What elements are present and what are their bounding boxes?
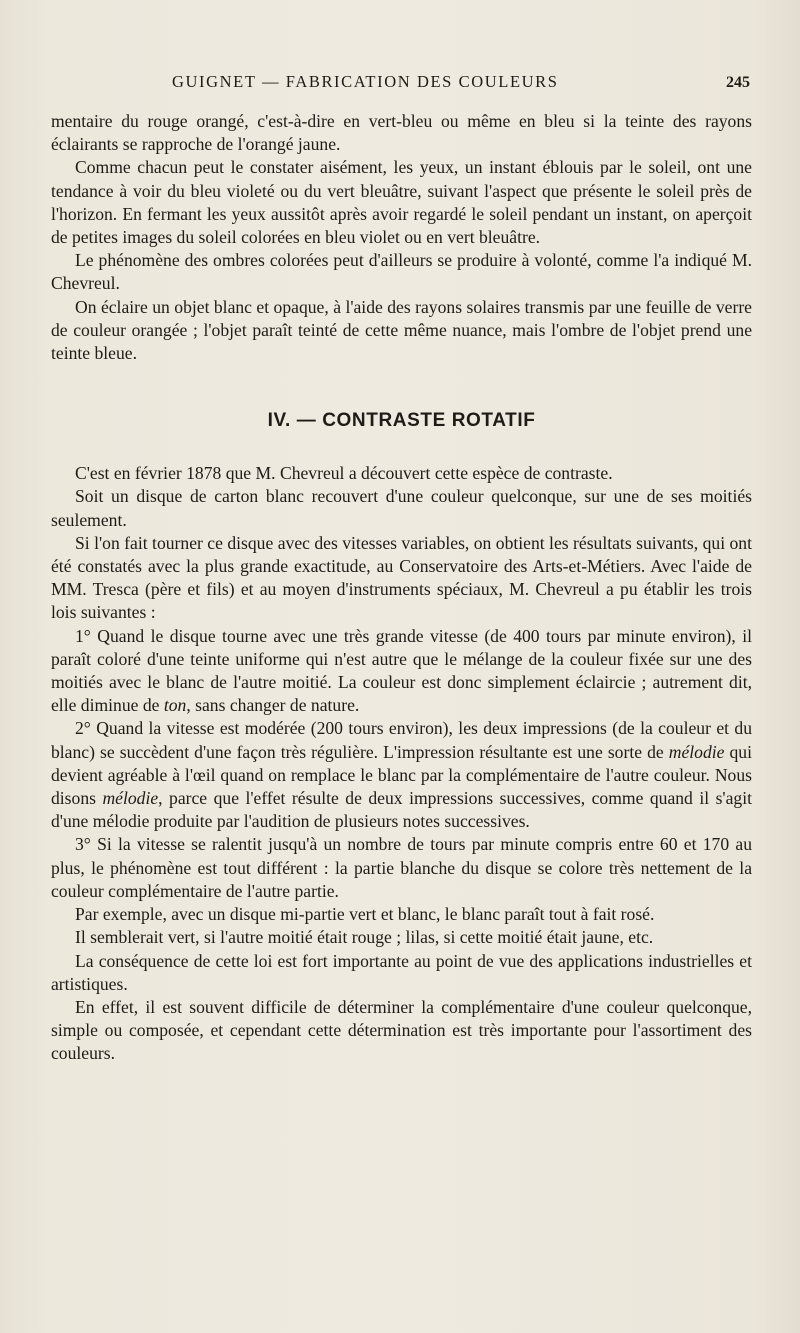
text-run: qui devient agréable à l'œil quand on remplace le blanc par la complémentaire de l'autre couleur. Nous disons [51, 741, 752, 809]
paragraph-law-1 [51, 625, 752, 718]
paragraph: Soit un disque de carton blanc recouvert d'une couleur quelconque, sur une de ses moitiés seulement. [51, 486, 752, 530]
paragraph-law-2 [51, 717, 752, 833]
paragraph: En effet, il est souvent difficile de déterminer la complémentaire d'une couleur quelconque, simple ou composée, et cependant cette détermination est très importante pour l'assortiment des couleurs. [51, 996, 752, 1064]
paragraph: mentaire du rouge orangé, c'est-à-dire en vert-bleu ou même en bleu si la teinte des rayons éclairants se rapproche de l'orangé jaune. [51, 111, 752, 155]
italic-term: ton [163, 695, 187, 716]
paragraph: La conséquence de cette loi est fort importante au point de vue des applications industrielles et artistiques. [51, 950, 752, 994]
paragraph: Si l'on fait tourner ce disque avec des vitesses variables, on obtient les résultats suivants, qui ont été constatés avec la plus grande exactitude, au Conservatoire des Arts-et-Métiers. Avec l'aide de MM. Tresca (père et fils) et au moyen d'instruments spéciaux, M. Chevreul a pu établir les trois lois suivantes : [51, 532, 752, 623]
text-run: 2° Quand la vitesse est modérée (200 tours environ), les deux impressions (de la couleur et du blanc) se succèdent d'une façon très régulière. L'impression résultante est une sorte de [51, 718, 752, 762]
paragraph: Le phénomène des ombres colorées peut d'ailleurs se produire à volonté, comme l'a indiqué M. Chevreul. [51, 250, 752, 294]
paragraph: Par exemple, avec un disque mi-partie vert et blanc, le blanc paraît tout à fait rosé. [75, 904, 655, 925]
italic-term: mélodie [668, 741, 725, 762]
paragraph: On éclaire un objet blanc et opaque, à l'aide des rayons solaires transmis par une feuille de verre de couleur orangée ; l'objet paraît teinté de cette même nuance, mais l'ombre de l'objet prend une teinte bleue. [51, 296, 752, 364]
text-run: 1° Quand le disque tourne avec une très grande vitesse (de 400 tours par minute environ), il paraît coloré d'une teinte uniforme qui n'est autre que le mélange de la couleur fixée sur une des moitiés avec le blanc de l'autre moitié. La couleur est donc simplement éclaircie ; autrement dit, elle diminue de [51, 625, 752, 716]
section-heading: IV. — CONTRASTE ROTATIF [267, 410, 536, 432]
paragraph: Il semblerait vert, si l'autre moitié était rouge ; lilas, si cette moitié était jaune, etc. [75, 927, 654, 948]
paragraph-law-3: 3° Si la vitesse se ralentit jusqu'à un nombre de tours par minute compris entre 60 et 170 au plus, le phénomène est tout différent : la partie blanche du disque se colore très nettement de la couleur complémentaire de l'autre partie. [51, 834, 752, 901]
paragraph: C'est en février 1878 que M. Chevreul a découvert cette espèce de contraste. [75, 463, 613, 484]
paragraph: Comme chacun peut le constater aisément, les yeux, un instant éblouis par le soleil, ont une tendance à voir du bleu violeté ou du vert bleuâtre, suivant l'aspect que présente le soleil près de l'horizon. En fermant les yeux aussitôt après avoir regardé le soleil pendant un instant, on aperçoit de petites images du soleil colorées en bleu violet ou en vert bleuâtre. [51, 157, 752, 248]
page-number: 245 [726, 74, 750, 91]
text-run: , sans changer de nature. [186, 695, 360, 716]
running-head: GUIGNET — FABRICATION DES COULEURS [172, 72, 559, 91]
page-header [60, 72, 750, 100]
italic-term: mélodie [102, 788, 159, 809]
text-run: , parce que l'effet résulte de deux impressions successives, comme quand il s'agit d'une mélodie produite par l'audition de plusieurs notes successives. [51, 788, 752, 832]
body-text [51, 110, 752, 1066]
